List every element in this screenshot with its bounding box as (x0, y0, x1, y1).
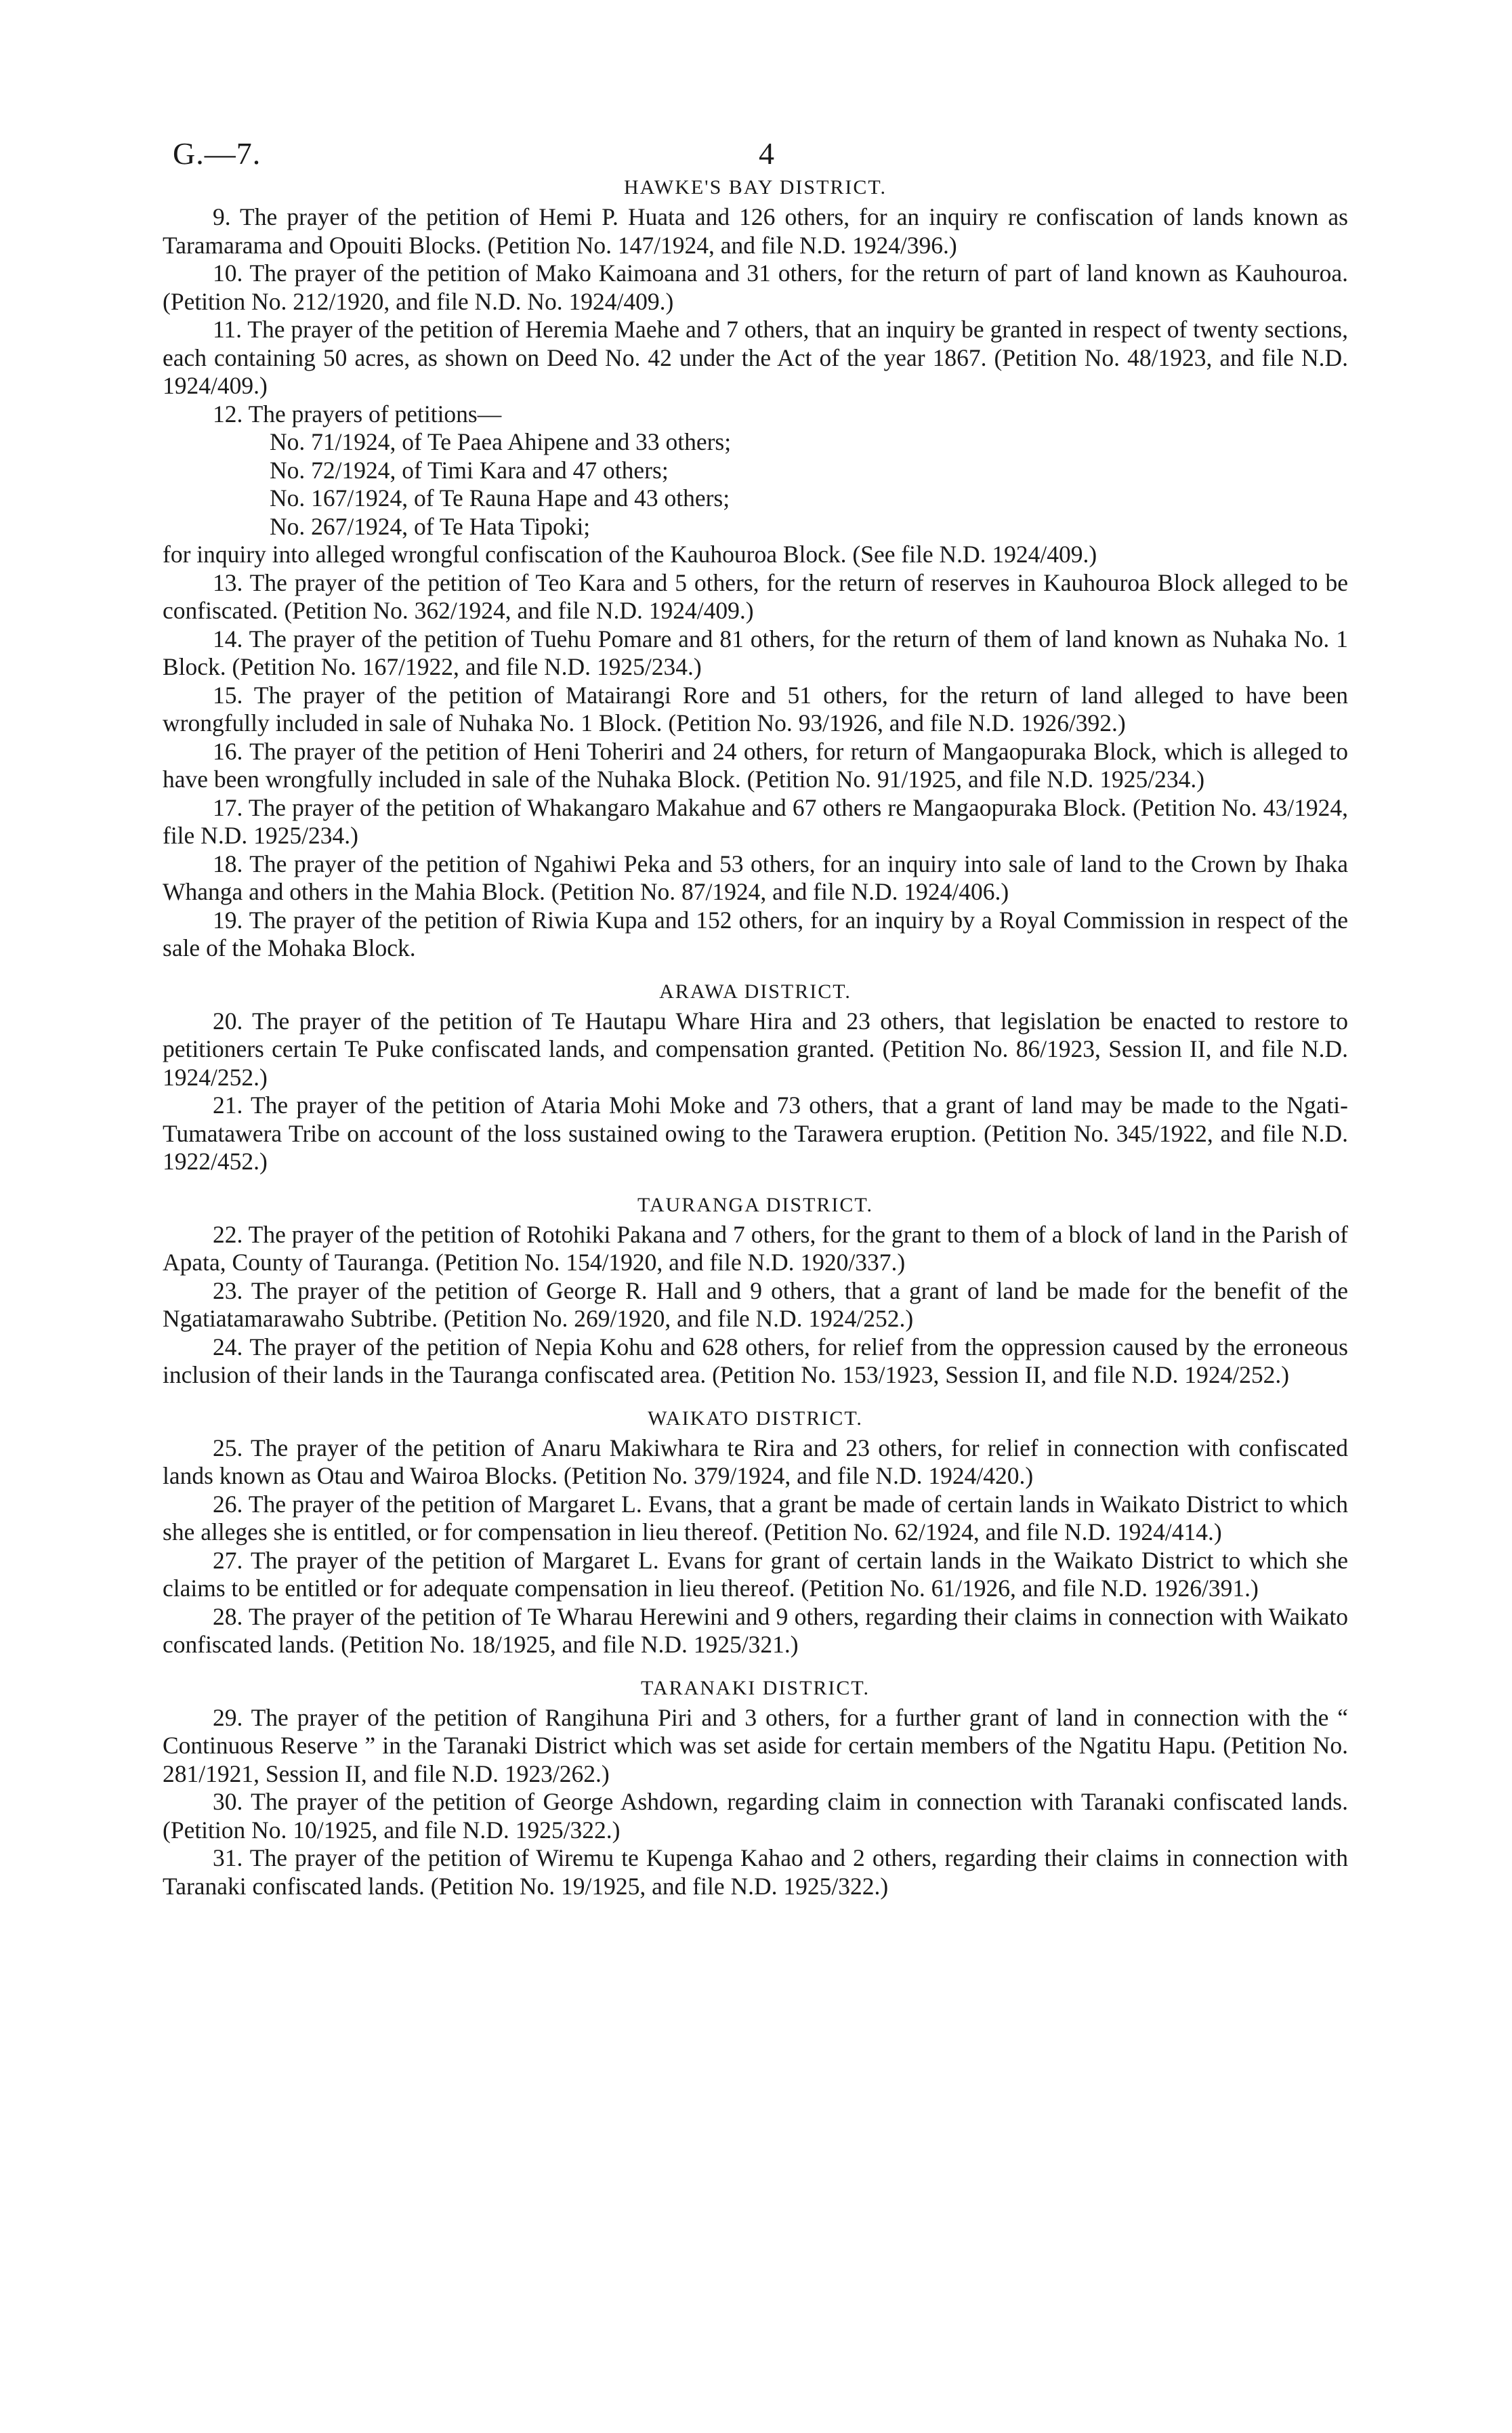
section-tauranga (163, 1194, 1348, 1390)
section-hawkes-bay (163, 176, 1348, 963)
section-heading: WAIKATO DISTRICT. (648, 1407, 863, 1430)
petition-item: 16. The prayer of the petition of Heni Toheriri and 24 others, for return of Mangaopuraka Block, which is alleged to have been wrongfully included in sale of the Nuhaka Block. (Petition No. 91/1925, and file N.D. 1925/234.) (163, 737, 1348, 793)
petition-item: 27. The prayer of the petition of Margaret L. Evans for grant of certain lands in the Waikato District to which she claims to be entitled or for adequate compensation in lieu thereof. (Petition No. 61/1926, and file N.D. 1926/391.) (163, 1546, 1348, 1602)
petition-sublist-entry: No. 267/1924, of Te Hata Tipoki; (270, 512, 591, 540)
section-heading: TAURANGA DISTRICT. (637, 1193, 874, 1216)
petition-item: 29. The prayer of the petition of Rangihuna Piri and 3 others, for a further grant of land in connection with the “ Continuous Reserve ” in the Taranaki District which was set aside for certain members of the Ngatitu Hapu. (Petition No. 281/1921, Session II, and file N.D. 1923/262.) (163, 1703, 1348, 1787)
petition-item: 14. The prayer of the petition of Tuehu Pomare and 81 others, for the return of them of land known as Nuhaka No. 1 Block. (Petition No. 167/1922, and file N.D. 1925/234.) (163, 625, 1348, 680)
petition-item: 15. The prayer of the petition of Matairangi Rore and 51 others, for the return of land alleged to have been wrongfully included in sale of Nuhaka No. 1 Block. (Petition No. 93/1926, and file N.D. 1926/392.) (163, 681, 1348, 736)
petition-item-closing: for inquiry into alleged wrongful confiscation of the Kauhouroa Block. (See file N.D. 1924/409.) (163, 541, 1097, 568)
section-heading: ARAWA DISTRICT. (659, 980, 852, 1003)
petition-item: 31. The prayer of the petition of Wiremu te Kupenga Kahao and 2 others, regarding their claims in connection with Taranaki confiscated lands. (Petition No. 19/1925, and file N.D. 1925/322.) (163, 1844, 1348, 1900)
petition-item: 24. The prayer of the petition of Nepia Kohu and 628 others, for relief from the oppression caused by the erroneous inclusion of their lands in the Tauranga confiscated area. (Petition No. 153/1923, Session II, and file N.D. 1924/252.) (163, 1333, 1348, 1388)
petition-item: 10. The prayer of the petition of Mako Kaimoana and 31 others, for the return of part of land known as Kauhouroa. (Petition No. 212/1920, and file N.D. No. 1924/409.) (163, 259, 1348, 315)
section-taranaki (163, 1677, 1348, 1901)
section-heading: TARANAKI DISTRICT. (640, 1676, 870, 1699)
document-reference: G.—7. (173, 136, 261, 171)
petition-item: 30. The prayer of the petition of George Ashdown, regarding claim in connection with Taranaki confiscated lands. (Petition No. 10/1925, and file N.D. 1925/322.) (163, 1788, 1348, 1844)
petition-item: 20. The prayer of the petition of Te Hautapu Whare Hira and 23 others, that legislation be enacted to restore to petitioners certain Te Puke confiscated lands, and compensation granted. (Petition No. 86/1923, Session II, and file N.D. 1924/252.) (163, 1007, 1348, 1091)
section-arawa (163, 980, 1348, 1176)
section-waikato (163, 1407, 1348, 1659)
page-header (163, 122, 1348, 176)
petition-item: 19. The prayer of the petition of Riwia Kupa and 152 others, for an inquiry by a Royal Commission in respect of the sale of the Mohaka Block. (163, 906, 1348, 961)
petition-item-intro: 12. The prayers of petitions— (213, 400, 502, 428)
petition-item: 28. The prayer of the petition of Te Wharau Herewini and 9 others, regarding their claims in connection with Waikato confiscated lands. (Petition No. 18/1925, and file N.D. 1925/321.) (163, 1602, 1348, 1658)
petition-item: 11. The prayer of the petition of Heremia Maehe and 7 others, that an inquiry be granted in respect of twenty sections, each containing 50 acres, as shown on Deed No. 42 under the Act of the year 1867. (Petition No. 48/1923, and file N.D. 1924/409.) (163, 316, 1348, 399)
petition-item: 23. The prayer of the petition of George R. Hall and 9 others, that a grant of land be made for the benefit of the Ngatiatamarawaho Subtribe. (Petition No. 269/1920, and file N.D. 1924/252.) (163, 1276, 1348, 1332)
document-page (163, 122, 1348, 1900)
page-number: 4 (759, 136, 774, 171)
petition-sublist-entry: No. 72/1924, of Timi Kara and 47 others; (270, 456, 669, 484)
petition-sublist-entry: No. 167/1924, of Te Rauna Hape and 43 others; (270, 484, 730, 512)
section-heading: HAWKE'S BAY DISTRICT. (623, 176, 887, 199)
petition-item: 25. The prayer of the petition of Anaru Makiwhara te Rira and 23 others, for relief in connection with confiscated lands known as Otau and Wairoa Blocks. (Petition No. 379/1924, and file N.D. 1924/420.) (163, 1434, 1348, 1489)
petition-sublist-entry: No. 71/1924, of Te Paea Ahipene and 33 others; (270, 428, 732, 455)
petition-item: 17. The prayer of the petition of Whakangaro Makahue and 67 others re Mangaopuraka Block. (Petition No. 43/1924, file N.D. 1925/234.) (163, 793, 1348, 849)
petition-item: 9. The prayer of the petition of Hemi P. Huata and 126 others, for an inquiry re confiscation of lands known as Taramarama and Opouiti Blocks. (Petition No. 147/1924, and file N.D. 1924/396.) (163, 203, 1348, 259)
petition-item: 21. The prayer of the petition of Ataria Mohi Moke and 73 others, that a grant of land may be made to the Ngati-Tumatawera Tribe on account of the loss sustained owing to the Tarawera eruption. (Petition No. 345/1922, and file N.D. 1922/452.) (163, 1091, 1348, 1175)
petition-item: 18. The prayer of the petition of Ngahiwi Peka and 53 others, for an inquiry into sale of land to the Crown by Ihaka Whanga and others in the Mahia Block. (Petition No. 87/1924, and file N.D. 1924/406.) (163, 850, 1348, 905)
petition-item: 22. The prayer of the petition of Rotohiki Pakana and 7 others, for the grant to them of a block of land in the Parish of Apata, County of Tauranga. (Petition No. 154/1920, and file N.D. 1920/337.) (163, 1220, 1348, 1276)
petition-item: 13. The prayer of the petition of Teo Kara and 5 others, for the return of reserves in Kauhouroa Block alleged to be confiscated. (Petition No. 362/1924, and file N.D. 1924/409.) (163, 568, 1348, 624)
petition-item: 26. The prayer of the petition of Margaret L. Evans, that a grant be made of certain lands in Waikato District to which she alleges she is entitled, or for compensation in lieu thereof. (Petition No. 62/1924, and file N.D. 1924/414.) (163, 1490, 1348, 1545)
